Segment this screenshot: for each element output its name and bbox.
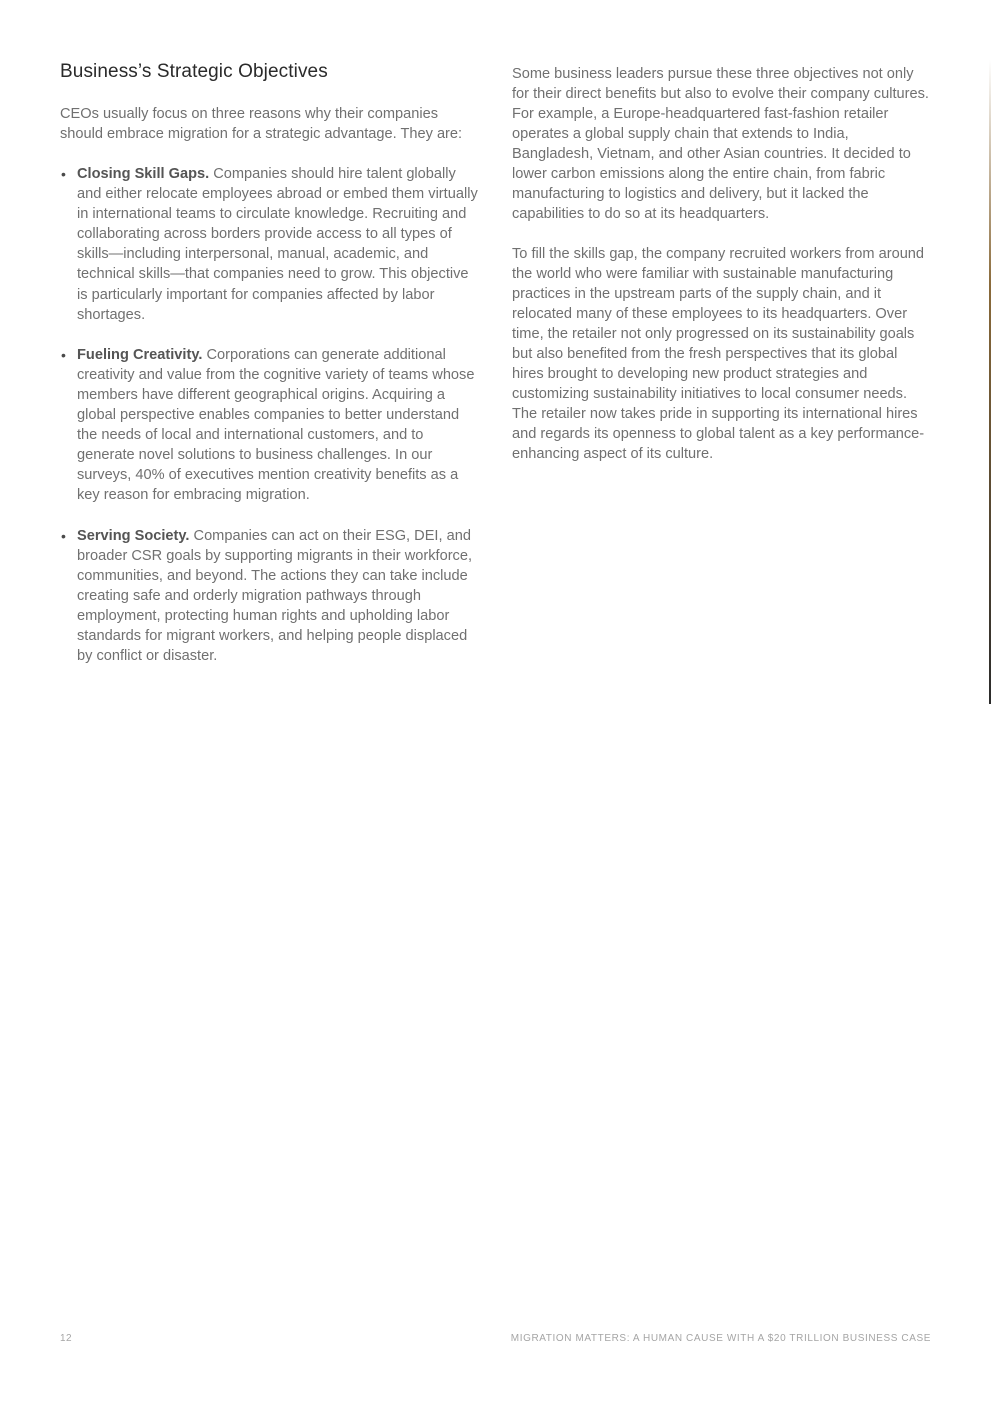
bullet-title: Serving Society. <box>77 527 190 544</box>
intro-paragraph: CEOs usually focus on three reasons why their companies should embrace migration for a strategic advantage. They are: <box>60 106 463 142</box>
objectives-list <box>60 164 482 666</box>
right-column <box>512 64 932 484</box>
bullet-icon: • <box>61 527 66 544</box>
bullet-title: Fueling Creativity. <box>77 346 203 363</box>
list-item <box>60 345 482 506</box>
page-number: 12 <box>60 1333 73 1344</box>
bullet-text: Companies can act on their ESG, DEI, and broader CSR goals by supporting migrants in their workforce, communities, and beyond. The actions they can take include creating safe and orderly migration pathways through employment, protecting human rights and upholding labor standards for migrant workers, and helping people displaced by conflict or disaster. <box>77 527 473 665</box>
page-edge-divider <box>989 60 991 704</box>
list-item <box>60 164 482 325</box>
running-footer-title: MIGRATION MATTERS: A HUMAN CAUSE WITH A $20 TRILLION BUSINESS CASE <box>510 1333 931 1344</box>
list-item <box>60 526 482 667</box>
bullet-text: Corporations can generate additional creativity and value from the cognitive variety of teams whose members have different geographical origins. Acquiring a global perspective enables companies to better understand the needs of local and international customers, and to generate novel solutions to business challenges. In our surveys, 40% of executives mention creativity benefits as a key reason for embracing migration. <box>77 346 475 504</box>
bullet-title: Closing Skill Gaps. <box>77 166 210 182</box>
left-column <box>60 58 482 686</box>
body-paragraph: Some business leaders pursue these three objectives not only for their direct benefits but also to evolve their company cultures. For example, a Europe-headquartered fast-fashion retailer operates a global supply chain that extends to India, Bangladesh, Vietnam, and other Asian countries. It decided to lower carbon emissions along the entire chain, from fabric manufacturing to logistics and delivery, but it lacked the capabilities to do so at its headquarters. <box>512 66 929 222</box>
body-paragraph: To fill the skills gap, the company recruited workers from around the world who were familiar with sustainable manufacturing practices in the upstream parts of the supply chain, and it relocated many of these employees to its headquarters. Over time, the retailer not only progressed on its sustainability goals but also benefited from the fresh perspectives that its global hires brought to developing new product strategies and customizing sustainability initiatives to local consumer needs. The retailer now takes pride in supporting its international hires and regards its openness to global talent as a key performance-enhancing aspect of its culture. <box>512 246 925 462</box>
bullet-icon: • <box>61 166 66 182</box>
section-heading: Business’s Strategic Objectives <box>60 61 328 82</box>
bullet-icon: • <box>61 346 66 363</box>
bullet-text: Companies should hire talent globally and either relocate employees abroad or embed them virtually in international teams to circulate knowledge. Recruiting and collaborating across borders provide access to all types of skills—including interpersonal, manual, academic, and technical skills—that companies need to grow. This objective is particularly important for companies affected by labor shortages. <box>77 166 478 323</box>
